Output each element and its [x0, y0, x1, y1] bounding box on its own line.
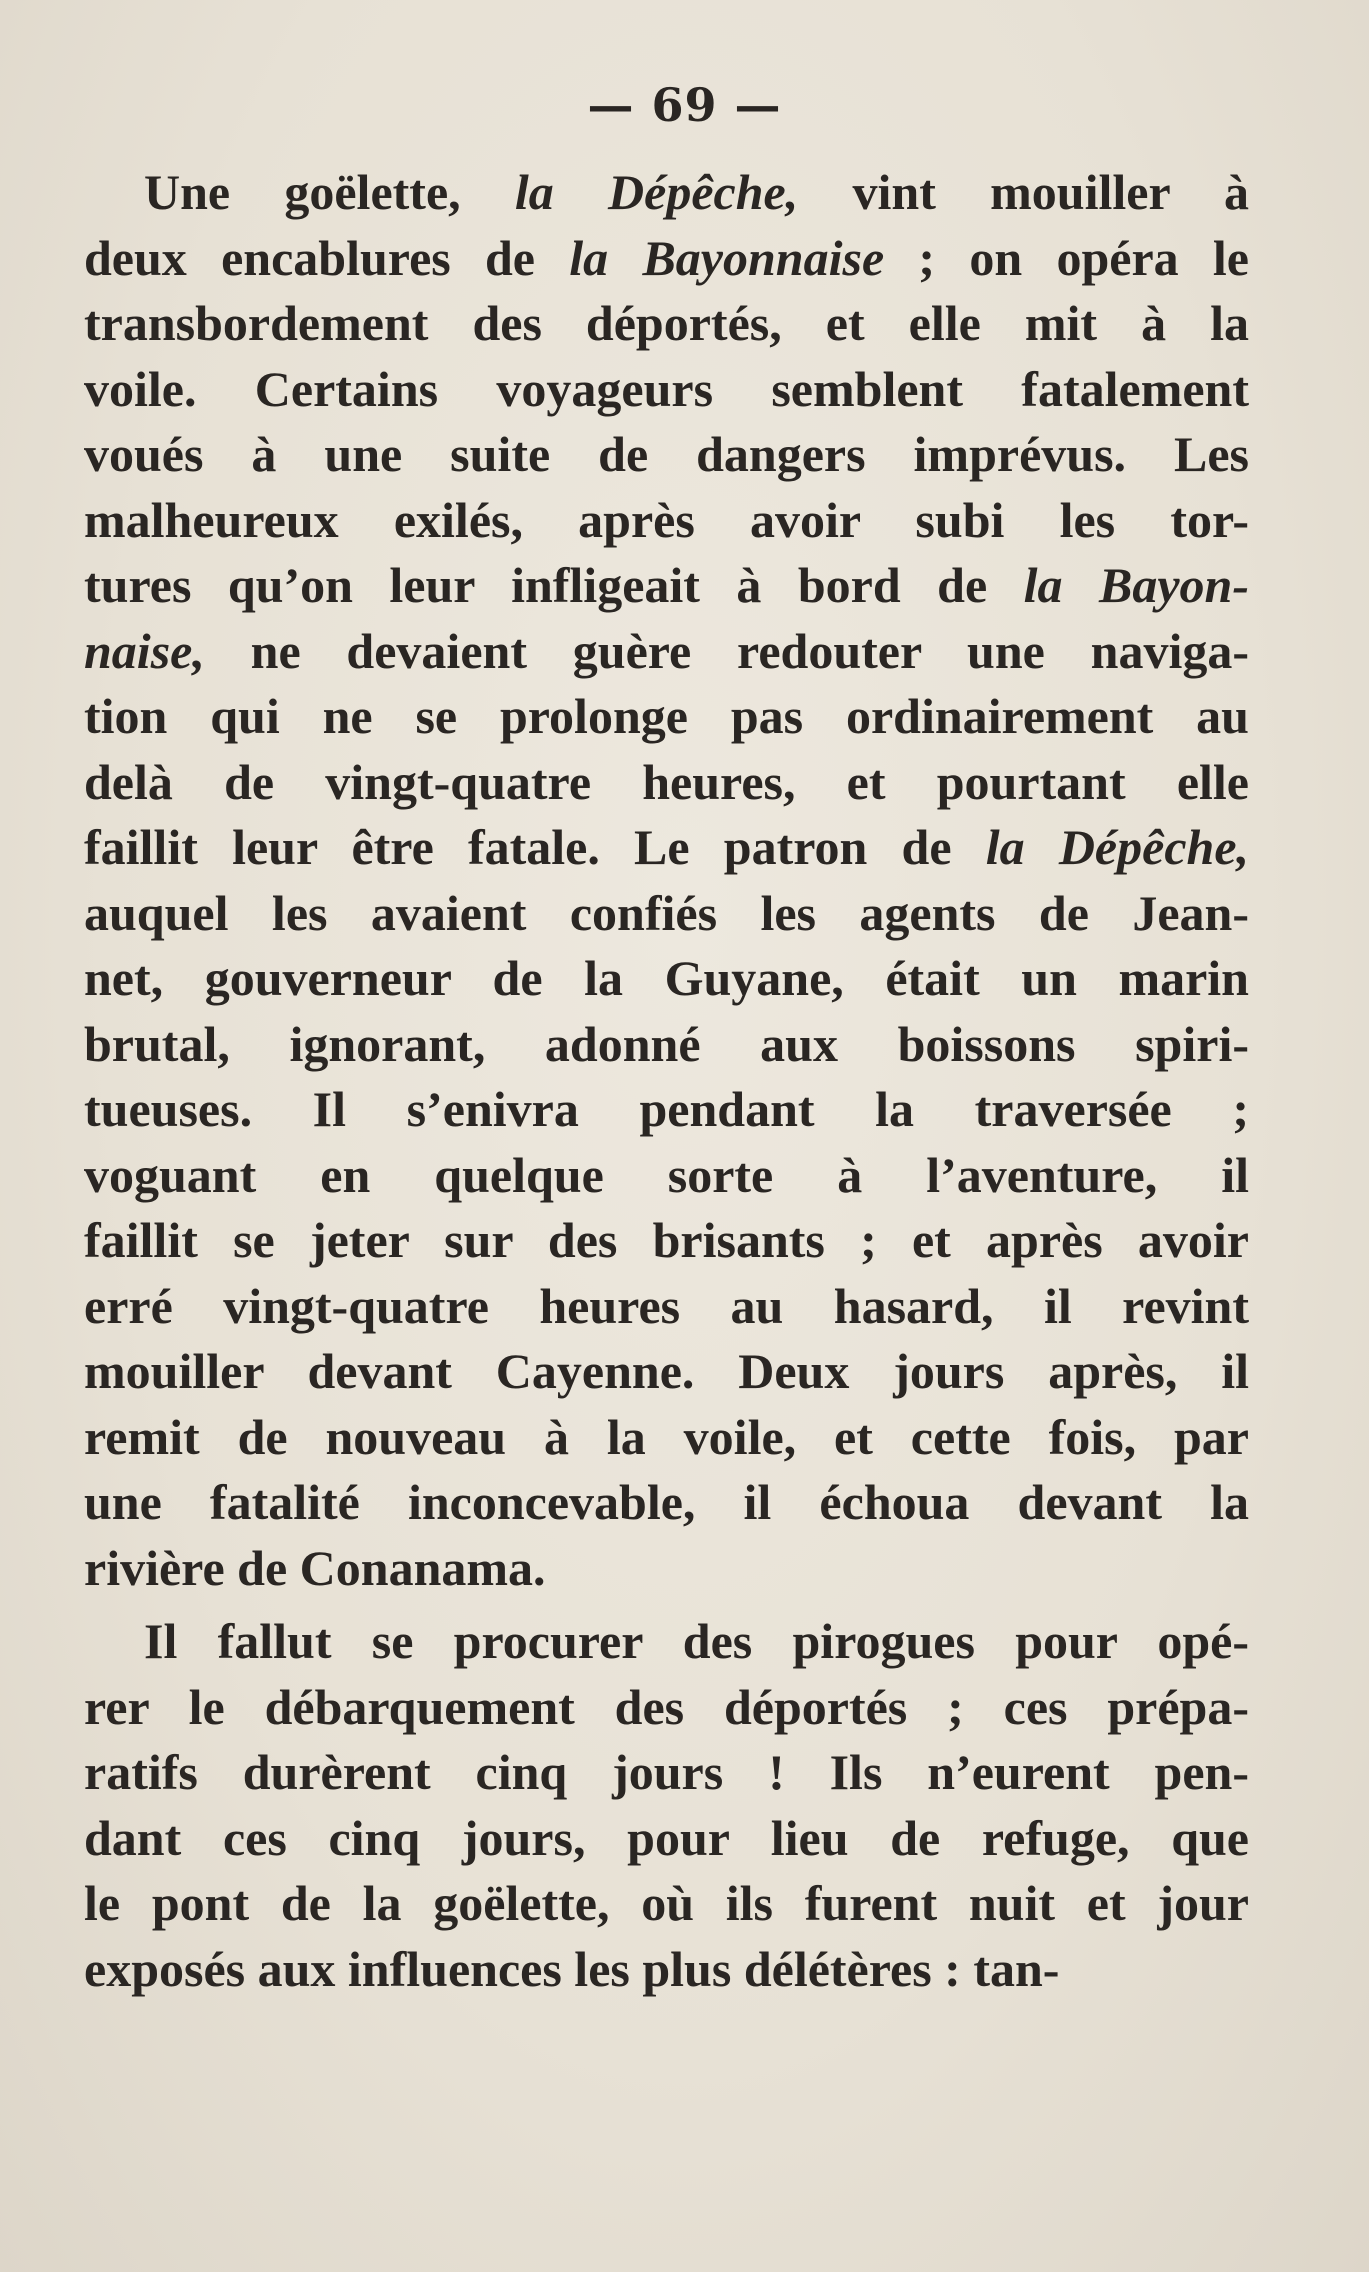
text-line	[84, 1937, 1249, 2003]
text-run: tion qui ne se prolonge pas ordinairement au	[84, 688, 1249, 744]
text-line	[84, 1077, 1249, 1143]
paragraph	[84, 160, 1249, 1601]
text-line	[84, 1871, 1249, 1937]
text-run: faillit se jeter sur des brisants ; et après avoir	[84, 1212, 1249, 1268]
text-line	[84, 357, 1249, 423]
text-line	[84, 1208, 1249, 1274]
page-number: — 69 —	[587, 78, 782, 132]
text-run: remit de nouveau à la voile, et cette fois, par	[84, 1408, 1249, 1465]
text-run: auquel les avaient confiés les agents de Jean-	[84, 884, 1249, 941]
paragraph	[84, 1609, 1249, 2002]
text-line	[84, 1274, 1249, 1340]
text-run: Une goëlette,	[144, 164, 515, 220]
text-run: Il fallut se procurer des pirogues pour opé-	[144, 1613, 1249, 1669]
text-run: voués à une suite de dangers imprévus. Les	[84, 426, 1249, 482]
text-line	[84, 1740, 1249, 1806]
italic-title: naise,	[84, 622, 205, 679]
text-run: brutal, ignorant, adonné aux boissons spiri-	[84, 1015, 1249, 1072]
text-line	[84, 1536, 1249, 1602]
text-run: voile. Certains voyageurs semblent fatalement	[84, 360, 1249, 417]
text-run: ; on opéra le	[884, 229, 1249, 286]
text-run: rer le débarquement des déportés ; ces prépa-	[84, 1678, 1249, 1735]
text-line	[84, 1470, 1249, 1536]
text-line	[84, 1012, 1249, 1078]
text-line	[84, 1405, 1249, 1471]
text-run: mouiller devant Cayenne. Deux jours après, il	[84, 1343, 1249, 1399]
text-line	[84, 619, 1249, 685]
text-line	[84, 1609, 1249, 1675]
text-line	[84, 946, 1249, 1012]
text-run: deux encablures de	[84, 229, 570, 286]
italic-title: la Bayon-	[1023, 557, 1249, 613]
text-run: ratifs durèrent cinq jours ! Ils n’eurent pen-	[84, 1744, 1249, 1800]
text-run: transbordement des déportés, et elle mit à la	[84, 295, 1249, 351]
text-line	[84, 684, 1249, 750]
text-line	[84, 1675, 1249, 1741]
text-run: rivière de Conanama.	[84, 1539, 546, 1596]
text-line	[84, 1143, 1249, 1209]
text-line	[84, 750, 1249, 816]
text-line	[84, 226, 1249, 292]
text-line	[84, 160, 1249, 226]
text-run: exposés aux influences les plus délétères : tan-	[84, 1940, 1060, 1997]
text-run: le pont de la goëlette, où ils furent nuit et jour	[84, 1875, 1249, 1931]
text-run: erré vingt-quatre heures au hasard, il revint	[84, 1277, 1249, 1334]
text-run: voguant en quelque sorte à l’aventure, il	[84, 1146, 1249, 1203]
text-line	[84, 1339, 1249, 1405]
italic-title: la Dépêche,	[985, 819, 1250, 875]
text-line	[84, 815, 1249, 881]
text-run: tures qu’on leur infligeait à bord de	[84, 557, 1024, 613]
paragraph-gap	[84, 1601, 1249, 1609]
text-run: tueuses. Il s’enivra pendant la traversée ;	[84, 1081, 1249, 1137]
text-line	[84, 553, 1249, 619]
text-line	[84, 291, 1249, 357]
italic-title: la Dépêche,	[514, 164, 799, 220]
body-text	[84, 160, 1249, 2002]
italic-title: la Bayonnaise	[569, 229, 885, 286]
text-run: net, gouverneur de la Guyane, était un marin	[84, 950, 1249, 1006]
text-run: malheureux exilés, après avoir subi les tor-	[84, 491, 1249, 548]
text-run: delà de vingt-quatre heures, et pourtant elle	[84, 753, 1249, 810]
text-run: une fatalité inconcevable, il échoua devant la	[84, 1474, 1249, 1530]
text-line	[84, 488, 1249, 554]
text-run: vint mouiller à	[798, 164, 1249, 220]
text-run: ne devaient guère redouter une naviga-	[204, 622, 1249, 679]
text-run: faillit leur être fatale. Le patron de	[84, 819, 986, 875]
text-line	[84, 1806, 1249, 1872]
text-line	[84, 881, 1249, 947]
text-run: dant ces cinq jours, pour lieu de refuge, que	[84, 1809, 1249, 1866]
text-line	[84, 422, 1249, 488]
